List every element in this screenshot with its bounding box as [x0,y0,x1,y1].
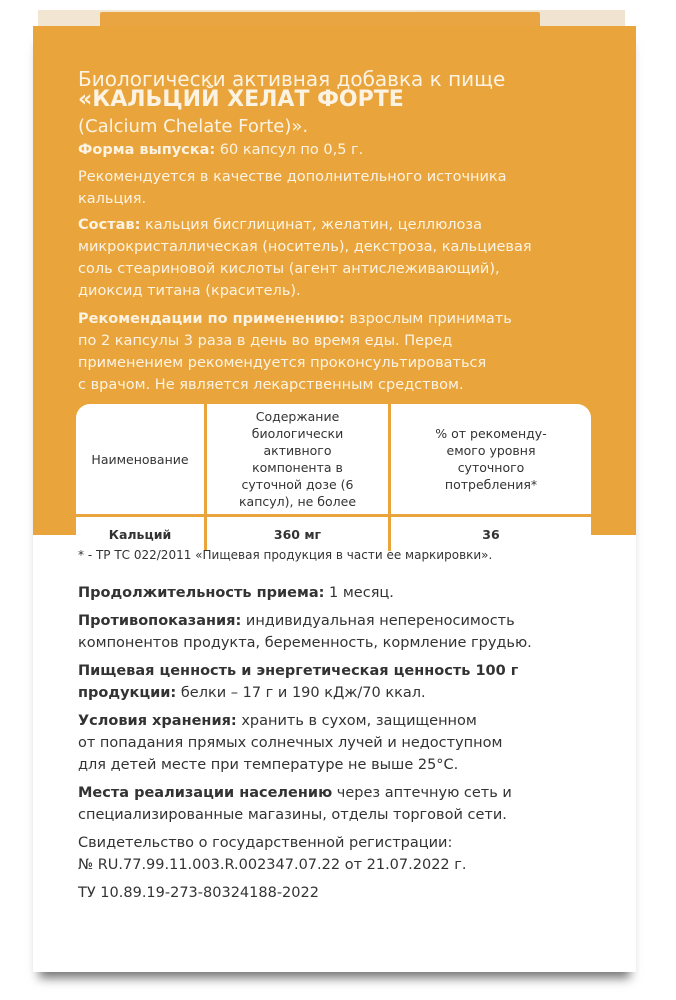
product-box [33,26,636,972]
table-cell: 36 [390,516,592,552]
nutrition: продукции: белки – 17 г и 190 кДж/70 ккал. [78,685,426,701]
contraindications: Противопоказания: индивидуальная непереносимость [78,613,515,629]
header-cell: % от рекоменду-емого уровня суточного потребления* [390,404,592,516]
header-cell: Содержание биологически активного компонента в суточной дозе (6 капсул), не более [206,404,390,516]
duration: Продолжительность приема: 1 месяц. [78,585,394,601]
nutrition-label: Пищевая ценность и энергетическая ценность 100 г [78,663,519,679]
recommend-line: Рекомендуется в качестве дополнительного источника [78,169,507,185]
tech-spec: ТУ 10.89.19-273-80324188-2022 [78,885,319,901]
release-form: Форма выпуска: 60 капсул по 0,5 г. [78,142,364,158]
nutrient-table [76,404,591,551]
storage-line: для детей месте при температуре не выше 25°С. [78,757,459,773]
table-cell: Кальций [76,516,206,552]
product-latin-name: (Calcium Chelate Forte)». [78,116,309,137]
product-type: Биологически активная добавка к пище [78,67,506,91]
sales: Места реализации населению через аптечную сеть и [78,785,512,801]
sales-line: специализированные магазины, отделы торговой сети. [78,807,507,823]
usage-line: применением рекомендуется проконсультироваться [78,355,487,371]
table-header-row [76,404,591,516]
storage: Условия хранения: хранить в сухом, защищенном [78,713,477,729]
registration: Свидетельство о государственной регистрации: [78,835,453,851]
composition-line: диоксид титана (краситель). [78,283,301,299]
registration-number: № RU.77.99.11.003.R.002347.07.22 от 21.07.2022 г. [78,857,467,873]
recommend-line: кальция. [78,191,147,207]
footnote: * - ТР ТС 022/2011 «Пищевая продукция в части ее маркировки». [78,548,493,562]
contraindications-line: компонентов продукта, беременность, кормление грудью. [78,635,532,651]
table-cell: 360 мг [206,516,390,552]
usage-line: по 2 капсулы 3 раза в день во время еды. Перед [78,333,453,349]
header-cell: Наименование [76,404,206,516]
composition: Состав: кальция бисглицинат, желатин, целлюлоза [78,217,483,233]
product-name: «КАЛЬЦИЙ ХЕЛАТ ФОРТЕ [78,87,404,112]
usage-line: с врачом. Не является лекарственным средством. [78,377,464,393]
composition-line: микрокристаллическая (носитель), декстроза, кальциевая [78,239,532,255]
storage-line: от попадания прямых солнечных лучей и недоступном [78,735,503,751]
usage: Рекомендации по применению: взрослым принимать [78,311,512,327]
composition-line: соль стеариновой кислоты (агент антислеживающий), [78,261,500,277]
